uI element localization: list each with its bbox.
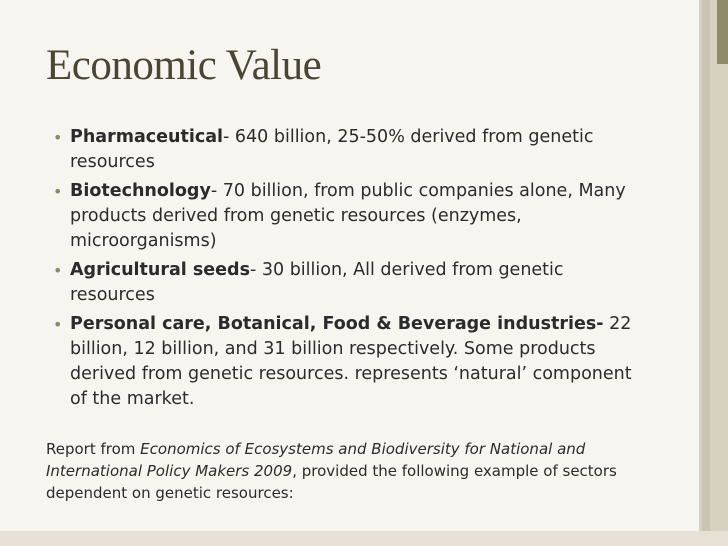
bullet-label: Personal care, Botanical, Food & Beverage industries- <box>70 314 604 334</box>
report-title: Economics of Ecosystems and Biodiversity for National and International Policy Makers 2009 <box>46 440 586 480</box>
decorative-corner-accent <box>717 0 728 64</box>
bullet-agricultural-seeds <box>53 258 653 308</box>
bullet-list <box>53 125 653 416</box>
decorative-side-bar <box>699 0 728 546</box>
report-suffix: , provided the following example of sectors dependent on genetic resources: <box>46 462 617 502</box>
report-prefix: Report from <box>46 440 141 458</box>
bullet-personal-care <box>53 312 653 412</box>
bullet-text: - 640 billion, 25-50% derived from genetic resources <box>70 127 594 172</box>
bullet-label: Pharmaceutical <box>70 127 224 147</box>
bullet-biotechnology <box>53 179 653 254</box>
bullet-text: 22 billion, 12 billion, and 31 billion respectively. Some products derived from genetic resources. represents ‘natural’ component of the market. <box>70 314 632 409</box>
decorative-side-strip <box>702 0 710 546</box>
bullet-label: Agricultural seeds <box>70 260 250 280</box>
bullet-text: - 70 billion, from public companies alone, Many products derived from genetic resources (enzymes, microorganisms) <box>70 181 626 251</box>
slide-title: Economic Value <box>46 42 322 89</box>
report-paragraph <box>46 438 661 504</box>
bullet-pharmaceutical <box>53 125 653 175</box>
bullet-label: Biotechnology <box>70 181 211 201</box>
bullet-text: - 30 billion, All derived from genetic resources <box>70 260 564 305</box>
decorative-bottom-bar <box>0 531 728 546</box>
